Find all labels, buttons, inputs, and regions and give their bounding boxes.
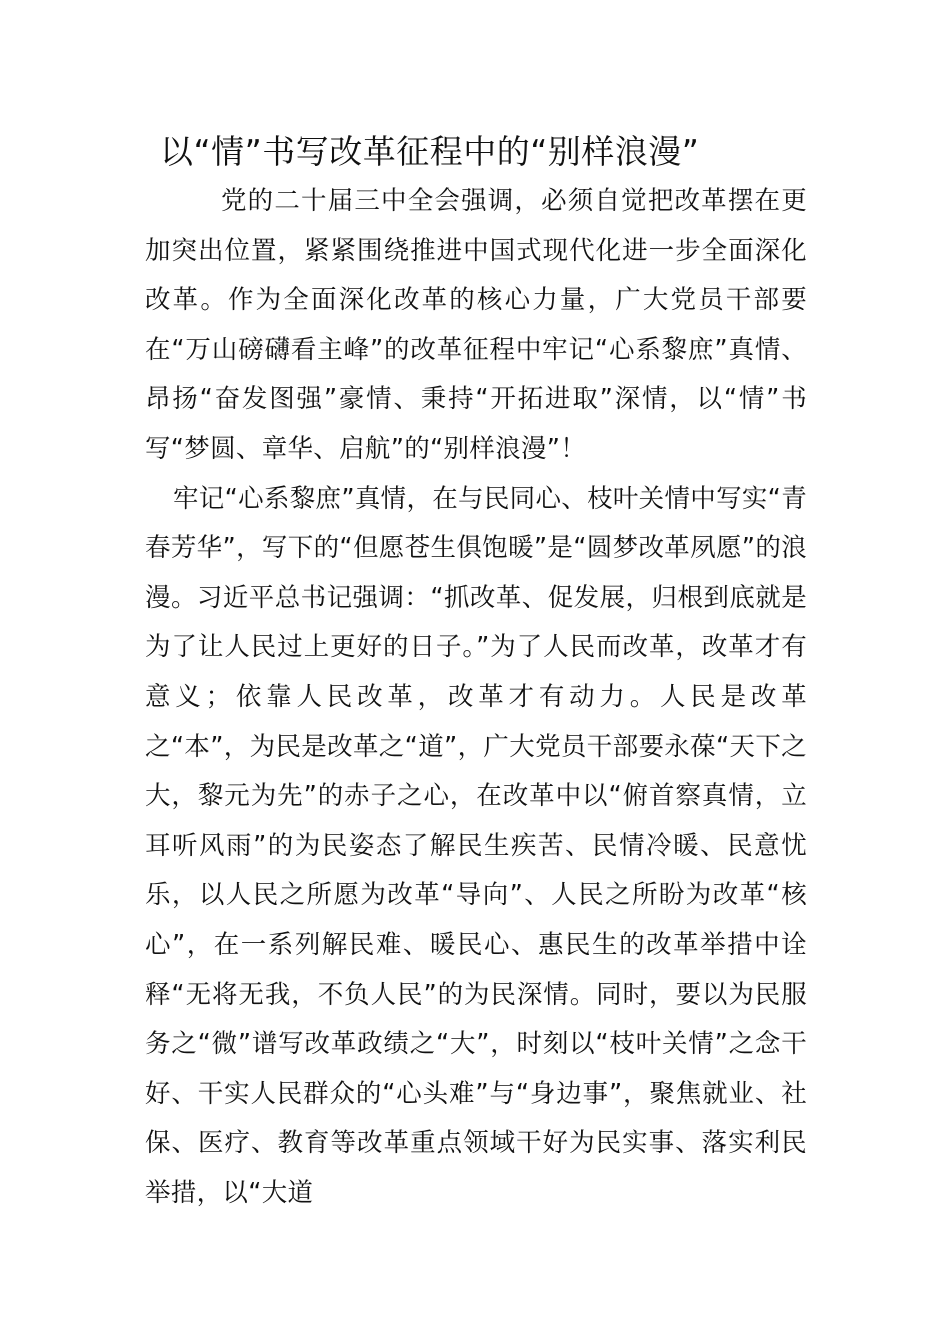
document-body xyxy=(145,177,807,1218)
paragraph-intro: 党的二十届三中全会强调，必须自觉把改革摆在更加突出位置，紧紧围绕推进中国式现代化进一步全面深化改革。作为全面深化改革的核心力量，广大党员干部要在“万山磅礴看主峰”的改革征程中牢记“心系黎庶”真情、昂扬“奋发图强”豪情、秉持“开拓进取”深情，以“情”书写“梦圆、章华、启航”的“别样浪漫”！ xyxy=(145,186,807,464)
document-title: 以“情”书写改革征程中的“别样浪漫” xyxy=(160,132,700,171)
paragraph-body: 牢记“心系黎庶”真情，在与民同心、枝叶关情中写实“青春芳华”，写下的“但愿苍生俱饱暖”是“圆梦改革夙愿”的浪漫。习近平总书记强调：“抓改革、促发展，归根到底就是为了让人民过上更好的日子。”为了人民而改革，改革才有意义；依靠人民改革，改革才有动力。人民是改革之“本”，为民是改革之“道”，广大党员干部要永葆“天下之大，黎元为先”的赤子之心，在改革中以“俯首察真情，立耳听风雨”的为民姿态了解民生疾苦、民情冷暖、民意忧乐，以人民之所愿为改革“导向”、人民之所盼为改革“核心”，在一系列解民难、暖民心、惠民生的改革举措中诠释“无将无我，不负人民”的为民深情。同时，要以为民服务之“微”谱写改革政绩之“大”，时刻以“枝叶关情”之念干好、干实人民群众的“心头难”与“身边事”，聚焦就业、社保、医疗、教育等改革重点领域干好为民实事、落实利民举措，以“大道 xyxy=(145,483,807,1208)
